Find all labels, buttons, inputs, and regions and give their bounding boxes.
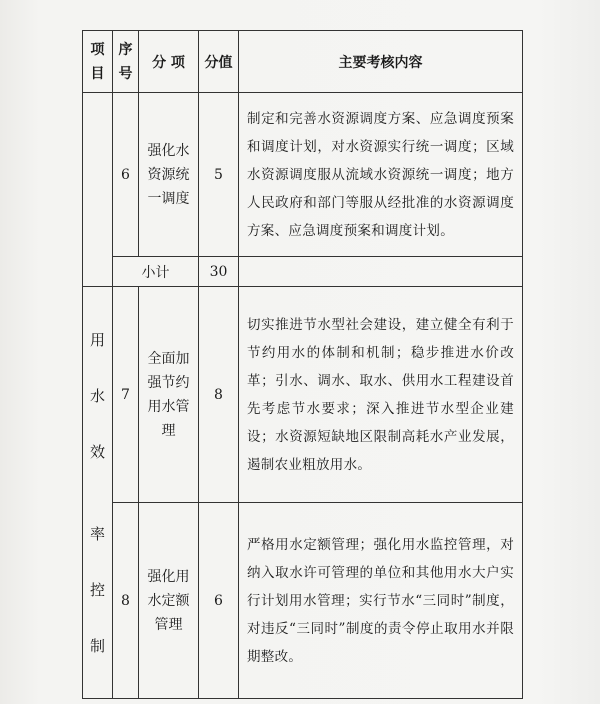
assessment-table (82, 30, 523, 699)
row-score: 5 (199, 93, 239, 257)
header-content: 主要考核内容 (239, 31, 523, 93)
table-row (83, 93, 523, 257)
row-sub: 全面加 强节约 用水管 理 (139, 287, 199, 503)
subtotal-content-empty (239, 257, 523, 287)
row-content: 制定和完善水资源调度方案、应急调度预案和调度计划，对水资源实行统一调度；区域水资源调度服从流域水资源统一调度；地方人民政府和部门等服从经批准的水资源调度方案、应急调度预案和调度计划。 (239, 93, 523, 257)
table-row (83, 287, 523, 503)
table-header-row (83, 31, 523, 93)
row-seq: 6 (113, 93, 139, 257)
header-project: 项 目 (83, 31, 113, 93)
subtotal-label: 小计 (113, 257, 199, 287)
row-score: 6 (199, 503, 239, 699)
header-score: 分值 (199, 31, 239, 93)
table-row (83, 503, 523, 699)
subtotal-value: 30 (199, 257, 239, 287)
row-seq: 8 (113, 503, 139, 699)
project-cell-empty (83, 93, 113, 287)
row-score: 8 (199, 287, 239, 503)
row-content: 切实推进节水型社会建设，建立健全有利于节约用水的体制和机制；稳步推进水价改革；引水、调水、取水、供用水工程建设首先考虑节水要求；深入推进节水型企业建设；水资源短缺地区限制高耗水产业发展，遏制农业粗放用水。 (239, 287, 523, 503)
project-group-cell: 用 水 效 率 控 制 (83, 287, 113, 699)
header-sub: 分 项 (139, 31, 199, 93)
row-sub: 强化用 水定额 管理 (139, 503, 199, 699)
header-seq: 序 号 (113, 31, 139, 93)
subtotal-row (83, 257, 523, 287)
row-seq: 7 (113, 287, 139, 503)
row-content: 严格用水定额管理；强化用水监控管理，对纳入取水许可管理的单位和其他用水大户实行计划用水管理；实行节水“三同时”制度，对违反“三同时”制度的责令停止取用水并限期整改。 (239, 503, 523, 699)
row-sub: 强化水 资源统 一调度 (139, 93, 199, 257)
